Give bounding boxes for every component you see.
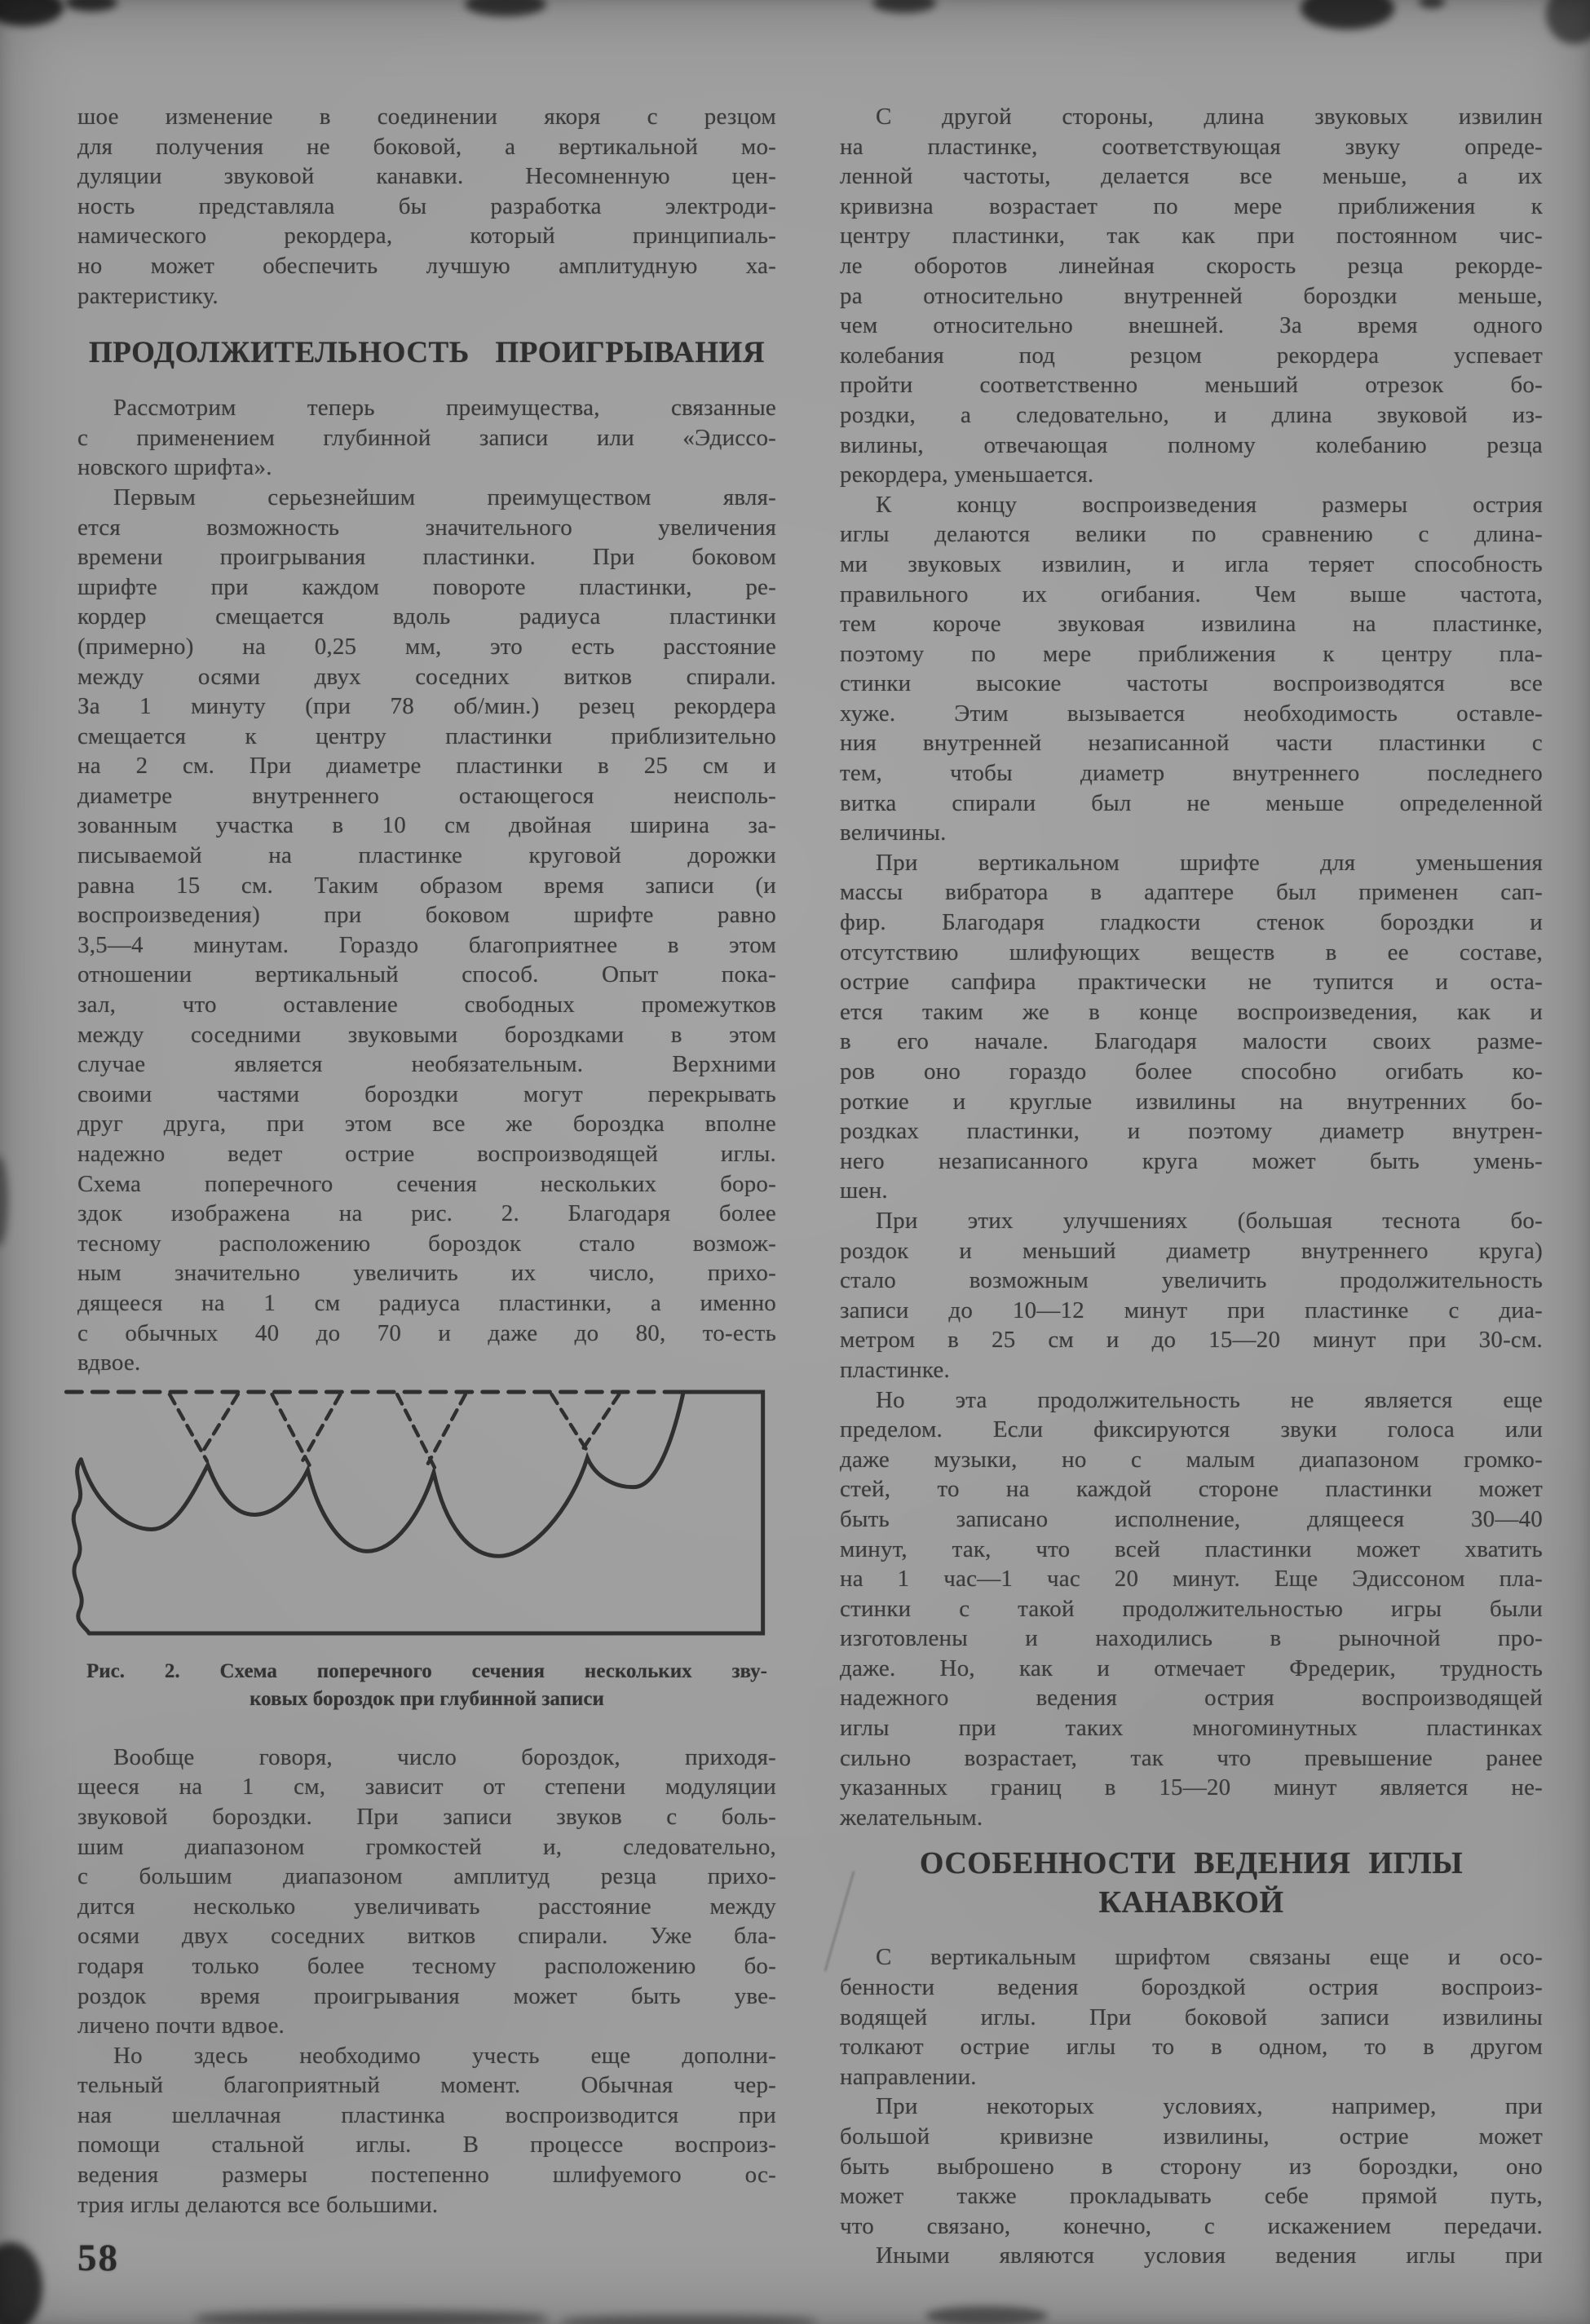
text-line: может также прокладывать себе прямой путь, <box>840 2183 1543 2210</box>
text-line: ров оно гораздо более способно огибать ко- <box>840 1058 1543 1085</box>
text-line: иглы делаются велики по сравнению с длина- <box>840 521 1543 548</box>
text-line: (примерно) на 0,25 мм, это есть расстояние <box>77 633 776 660</box>
text-line: тем, чтобы диаметр внутреннего последнего <box>840 760 1543 787</box>
text-line: ленной частоты, делается все меньше, а их <box>840 163 1543 190</box>
text-line: ным значительно увеличить их число, прихо- <box>77 1260 776 1287</box>
left-column <box>77 0 776 2280</box>
text-line: С вертикальным шрифтом связаны еще и осо- <box>876 1944 1543 1971</box>
text-line: центру пластинки, так как при постоянном чис- <box>840 223 1543 250</box>
text-line: диаметре внутреннего остающегося неисполь- <box>77 782 776 809</box>
text-line: стало возможным увеличить продолжительность <box>840 1267 1543 1294</box>
text-line: желательным. <box>840 1804 983 1831</box>
text-line: записи до 10—12 минут при пластинке с диа- <box>840 1297 1543 1323</box>
text-line: пределом. Если фиксируются звуки голоса или <box>840 1416 1543 1443</box>
text-line: ле оборотов линейная скорость резца рекорде- <box>840 252 1543 279</box>
text-line: бенности ведения бороздкой острия воспроиз- <box>840 1974 1543 2001</box>
text-line: массы вибратора в адаптере был применен сап- <box>840 879 1543 906</box>
text-line: ная шеллачная пластинка воспроизводится при <box>77 2101 776 2128</box>
text-line: друг друга, при этом все же бороздка вполне <box>77 1111 776 1138</box>
text-line: тельный благоприятный момент. Обычная чер- <box>77 2072 776 2099</box>
text-line: с большим диапазоном амплитуд резца прихо- <box>77 1863 776 1890</box>
paragraph <box>77 102 776 311</box>
figure-2-drawing <box>63 1383 779 1637</box>
text-line: с обычных 40 до 70 и даже до 80, то-есть <box>77 1319 776 1346</box>
text-line: времени проигрывания пластинки. При боковом <box>77 544 776 571</box>
text-line: пройти соответственно меньший отрезок бо- <box>840 372 1543 399</box>
text-line: Вообще говоря, число бороздок, приходя- <box>113 1743 776 1770</box>
text-line: на 1 час—1 час 20 минут. Еще Эдиссоном пла- <box>840 1566 1543 1593</box>
text-line: шое изменение в соединении якоря с резцом <box>77 104 776 130</box>
text-line: поэтому по мере приближения к центру пла- <box>840 640 1543 667</box>
text-line: но может обеспечить лучшую амплитудную ха- <box>77 252 776 279</box>
text-line: При некоторых условиях, например, при <box>876 2093 1543 2120</box>
text-line: ния внутренней незаписанной части пластинки с <box>840 730 1543 757</box>
text-line: для получения не боковой, а вертикальной мо- <box>77 133 776 160</box>
text-line: направлении. <box>840 2063 977 2090</box>
text-line: кривизна возрастает по мере приближения к <box>840 192 1543 219</box>
text-line: указанных границ в 15—20 минут является не- <box>840 1774 1543 1801</box>
text-line: личено почти вдвое. <box>77 2013 285 2039</box>
text-line: щееся на 1 см, зависит от степени модуляции <box>77 1774 776 1800</box>
scan-smudge <box>925 2306 1048 2324</box>
text-line: метром в 25 см и до 15—20 минут при 30-см. <box>840 1327 1543 1354</box>
text-line: Но здесь необходимо учесть еще дополни- <box>113 2042 776 2069</box>
paragraph <box>840 2241 1543 2271</box>
paragraph <box>840 1385 1543 1833</box>
text-line: намического рекордера, который принципиаль- <box>77 223 776 250</box>
left-wavy-edge <box>73 1459 89 1633</box>
text-line: надежного ведения острия воспроизводящей <box>840 1685 1543 1712</box>
text-line: К концу воспроизведения размеры острия <box>876 491 1543 518</box>
text-line: между осями двух соседних витков спирали. <box>77 663 776 690</box>
text-line: тем короче звуковая извилина на пластинке, <box>840 611 1543 638</box>
text-line: что связано, конечно, с искажением передачи. <box>840 2212 1543 2239</box>
paragraph <box>77 2041 776 2220</box>
right-column <box>840 0 1543 2271</box>
text-line: шим диапазоном громкостей и, следовательно, <box>77 1833 776 1860</box>
text-line: минут, так, что всей пластинки может хватить <box>840 1535 1543 1562</box>
figure-caption <box>86 1658 767 1713</box>
text-line: роткие и круглые извилины на внутренних бо- <box>840 1088 1543 1115</box>
text-line: острие сапфира практически не тупится и оста- <box>840 969 1543 996</box>
text-line: равна 15 см. Таким образом время записи (и <box>77 872 776 899</box>
text-line: Иными являются условия ведения иглы при <box>876 2242 1543 2269</box>
text-line: помощи стальной иглы. В процессе воспроиз- <box>77 2132 776 2158</box>
paragraph <box>77 393 776 483</box>
figure-caption-line: Рис. 2. Схема поперечного сечения нескольких зву- <box>86 1659 767 1682</box>
paragraph <box>77 1743 776 2041</box>
text-line: С другой стороны, длина звуковых извилин <box>876 104 1543 130</box>
text-line: сильно возрастает, так что превышение ранее <box>840 1744 1543 1771</box>
text-line: кордер смещается вдоль радиуса пластинки <box>77 603 776 630</box>
text-line: воспроизведения) при боковом шрифте равно <box>77 902 776 929</box>
paragraph <box>840 1942 1543 2092</box>
text-line: ведения размеры постепенно шлифуемого ос- <box>77 2162 776 2189</box>
scan-smudge <box>0 1156 8 1246</box>
text-line: отношении вертикальный способ. Опыт пока- <box>77 961 776 988</box>
text-line: зованным участка в 10 см двойная ширина за- <box>77 812 776 839</box>
text-line: с применением глубинной записи или «Эдиссо- <box>77 424 776 451</box>
text-line: шрифте при каждом повороте пластинки, ре- <box>77 573 776 600</box>
text-line: быть записано исполнение, длящееся 30—40 <box>840 1505 1543 1532</box>
text-line: в его начале. Благодаря малости своих разме- <box>840 1028 1543 1055</box>
left-column-blocks <box>77 102 776 2220</box>
text-line: дуляции звуковой канавки. Несомненную цен- <box>77 163 776 190</box>
text-line: него незаписанного круга может быть умень- <box>840 1147 1543 1174</box>
text-line: случае является необязательным. Верхними <box>77 1051 776 1078</box>
text-line: шен. <box>840 1177 888 1204</box>
scan-smudge <box>563 2316 815 2324</box>
text-line: годаря только более тесному расположению бо- <box>77 1952 776 1979</box>
text-line: даже. Но, как и отмечает Фредерик, трудность <box>840 1655 1543 1681</box>
text-line: зал, что оставление свободных промежутков <box>77 992 776 1018</box>
text-line: ется возможность значительного увеличения <box>77 514 776 541</box>
text-line: толкают острие иглы то в одном, то в другом <box>840 2034 1543 2061</box>
text-line: Схема поперечного сечения нескольких боро- <box>77 1170 776 1197</box>
text-line: дится несколько увеличивать расстояние между <box>77 1893 776 1920</box>
text-line: надежно ведет острие воспроизводящей иглы. <box>77 1141 776 1167</box>
text-line: 3,5—4 минутам. Гораздо благоприятнее в этом <box>77 931 776 958</box>
figure-caption-line: ковых бороздок при глубинной записи <box>250 1687 604 1710</box>
text-line: тесному расположению бороздок стало возмож- <box>77 1230 776 1257</box>
text-line: чем относительно внешней. За время одного <box>840 312 1543 339</box>
text-line: звуковой бороздки. При записи звуков с боль- <box>77 1803 776 1830</box>
paragraph <box>840 1206 1543 1385</box>
scan-smudge <box>0 0 64 26</box>
text-line: изготовлены и находились в рыночной про- <box>840 1625 1543 1652</box>
text-line: ми звуковых извилин, и игла теряет способность <box>840 550 1543 577</box>
text-line: дящееся на 1 см радиуса пластинки, а именно <box>77 1289 776 1316</box>
text-line: вилины, отвечающая полному колебанию резца <box>840 431 1543 458</box>
overlap-dashed-grooves <box>170 1394 619 1468</box>
scan-smudge <box>0 2242 42 2324</box>
text-line: За 1 минуту (при 78 об/мин.) резец рекордера <box>77 693 776 720</box>
paragraph <box>840 2092 1543 2241</box>
text-line: При вертикальном шрифте для уменьшения <box>876 849 1543 876</box>
paragraph <box>840 102 1543 490</box>
text-line: роздок и меньший диаметр внутреннего круга) <box>840 1237 1543 1264</box>
text-line: Первым серьезнейшим преимуществом явля- <box>113 484 776 510</box>
text-line: новского шрифта». <box>77 454 272 481</box>
text-line: трия иглы делаются все большими. <box>77 2191 439 2218</box>
text-line: вдвое. <box>77 1350 141 1376</box>
text-line: роздки, а следовательно, и длина звуковой из- <box>840 401 1543 428</box>
text-line: хуже. Этим вызывается необходимость оставле- <box>840 700 1543 727</box>
section-heading: ПРОДОЛЖИТЕЛЬНОСТЬ ПРОИГРЫВАНИЯ <box>89 336 765 370</box>
text-line: правильного их огибания. Чем выше частота, <box>840 581 1543 608</box>
right-column-blocks <box>840 102 1543 2271</box>
text-line: ность представляла бы разработка электроди- <box>77 192 776 219</box>
text-line: осями двух соседних витков спирали. Уже бла- <box>77 1923 776 1950</box>
paragraph <box>840 848 1543 1206</box>
text-line: здок изображена на рис. 2. Благодаря более <box>77 1200 776 1227</box>
text-line: величины. <box>840 820 947 846</box>
text-line: стинки высокие частоты воспроизводятся все <box>840 670 1543 697</box>
text-line: отсутствию шлифующих веществ в ее составе, <box>840 939 1543 965</box>
text-line: смещается к центру пластинки приблизительно <box>77 722 776 749</box>
text-line: витка спирали был не меньше определенной <box>840 789 1543 816</box>
text-line: на пластинке, соответствующая звуку опреде- <box>840 133 1543 160</box>
paragraph <box>77 483 776 1378</box>
text-line: роздках пластинки, и поэтому диаметр внутрен- <box>840 1118 1543 1145</box>
text-line: ется таким же в конце воспроизведения, как и <box>840 998 1543 1025</box>
text-line: стей, то на каждой стороне пластинки может <box>840 1476 1543 1503</box>
text-line: между соседними звуковыми бороздками в этом <box>77 1021 776 1048</box>
text-line: иглы при таких многоминутных пластинках <box>840 1715 1543 1742</box>
text-line: рекордера, уменьшается. <box>840 462 1094 488</box>
section-heading: ОСОБЕННОСТИ ВЕДЕНИЯ ИГЛЫ КАНАВКОЙ <box>919 1846 1464 1920</box>
paragraph <box>840 490 1543 848</box>
text-line: Рассмотрим теперь преимущества, связанные <box>113 395 776 422</box>
text-line: даже музыки, но с малым диапазоном громко- <box>840 1446 1543 1473</box>
scan-smudge <box>1546 0 1590 44</box>
text-line: писываемой на пластинке круговой дорожки <box>77 842 776 869</box>
text-line: водящей иглы. При боковой записи извилины <box>840 2004 1543 2030</box>
scan-smudge <box>196 2311 546 2324</box>
text-line: роздок время проигрывания может быть уве- <box>77 1982 776 2009</box>
figure-2 <box>77 1383 776 1713</box>
text-line: стинки с такой продолжительностью игры были <box>840 1595 1543 1622</box>
text-line: ра относительно внутренней бороздки меньше, <box>840 282 1543 309</box>
text-line: быть выброшено в сторону из бороздки, оно <box>840 2153 1543 2180</box>
page-number: 58 <box>77 2237 119 2280</box>
text-line: на 2 см. При диаметре пластинки в 25 см и <box>77 753 776 780</box>
text-line: большой кривизне извилины, острие может <box>840 2123 1543 2149</box>
text-line: При этих улучшениях (большая теснота бо- <box>876 1207 1543 1234</box>
text-line: рактеристику. <box>77 282 219 309</box>
text-line: колебания под резцом рекордера успевает <box>840 342 1543 369</box>
text-line: Но эта продолжительность не является еще <box>876 1386 1543 1413</box>
text-line: фир. Благодаря гладкости стенок бороздки и <box>840 909 1543 936</box>
text-line: своими частями бороздки могут перекрывать <box>77 1080 776 1107</box>
groove-arcs <box>81 1393 683 1556</box>
text-line: пластинке. <box>840 1356 950 1383</box>
